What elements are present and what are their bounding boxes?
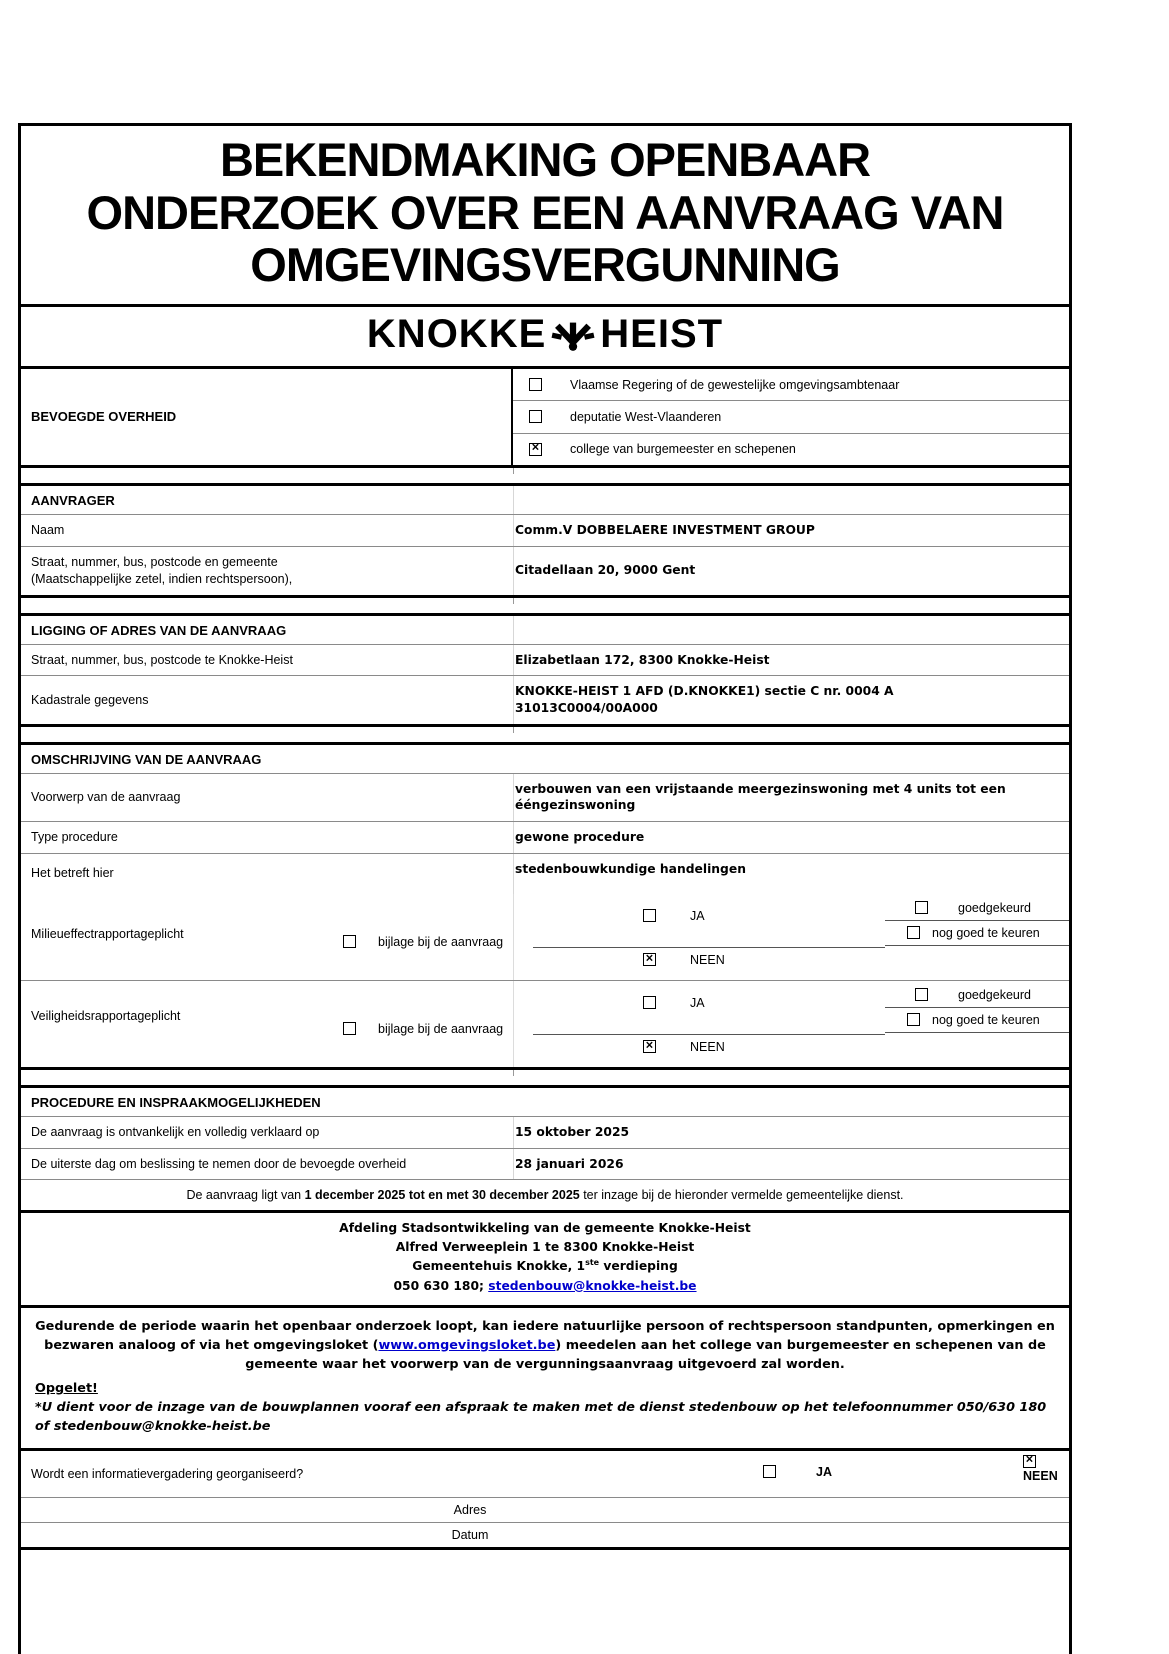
- gemeentelijke-dienst-block: [21, 1210, 1069, 1304]
- checkbox-info-neen[interactable]: [1023, 1455, 1036, 1468]
- dienst-adres: Alfred Verweeplein 1 te 8300 Knokke-Heist: [395, 1240, 695, 1255]
- section-procedure: [21, 1088, 1069, 1305]
- section-divider: [21, 465, 1069, 486]
- announcement-form: [18, 123, 1072, 1654]
- page-title-line2: ONDERZOEK OVER EEN AANVRAAG VAN: [86, 185, 1004, 239]
- checkbox-veiligheid-goedgekeurd[interactable]: [915, 988, 928, 1001]
- table-row-adres-aanvrager: [21, 547, 1069, 595]
- option-label: deputatie West-Vlaanderen: [570, 409, 722, 424]
- row-veiligheidsrapportageplicht: [21, 981, 1069, 1067]
- option-vlaamse-regering: [513, 369, 1069, 401]
- option-deputatie: [513, 401, 1069, 433]
- milieu-bijlage-group: [343, 935, 503, 949]
- option-label: college van burgemeester en schepenen: [570, 442, 796, 457]
- section-bezwaar: [21, 1305, 1069, 1448]
- table-row-voorwerp: [21, 774, 1069, 822]
- logo-text-right: HEIST: [600, 311, 724, 356]
- uiterste-dag-value: 28 januari 2026: [515, 1156, 624, 1171]
- section-informatievergadering: [21, 1448, 1069, 1547]
- veiligheid-nog-goed-label: nog goed te keuren: [932, 1012, 1040, 1027]
- checkbox-college[interactable]: [529, 443, 542, 456]
- municipality-logo: [21, 307, 1069, 366]
- checkbox-veiligheid-ja[interactable]: [643, 996, 656, 1009]
- bezwaar-tekst-deel2: ) meedelen aan het college van burgemeester en schepenen van de gemeente waar het voorwerp van de vergunningsaanvraag uitgevoerd zal worden.: [245, 1337, 1046, 1373]
- voorwerp-value: verbouwen van een vrijstaande meergezinswoning met 4 units tot een ééngezinswoning: [515, 781, 1006, 813]
- milieu-ja-label: JA: [690, 908, 705, 923]
- datum-row: Datum: [451, 1527, 489, 1542]
- bezwaar-paragraaf: [35, 1317, 1055, 1375]
- infovergadering-ja-group: [763, 1465, 832, 1479]
- dienst-locatie-sup: ste: [585, 1258, 600, 1268]
- infovergadering-vraag: Wordt een informatievergadering georganiseerd?: [31, 1466, 304, 1481]
- veiligheid-bijlage-group: [343, 1022, 503, 1036]
- betreft-value: stedenbouwkundige handelingen: [515, 861, 746, 876]
- ligging-header: LIGGING OF ADRES VAN DE AANVRAAG: [21, 616, 1069, 645]
- page-title-line1: BEKENDMAKING OPENBAAR: [219, 133, 871, 186]
- infovergadering-row: [21, 1451, 1069, 1498]
- ontvankelijk-label: De aanvraag is ontvankelijk en volledig verklaard op: [31, 1124, 320, 1139]
- omschrijving-rows: [21, 774, 1069, 894]
- milieu-neen-label: NEEN: [690, 952, 725, 967]
- dienst-locatie-prefix: Gemeentehuis Knokke, 1: [412, 1259, 586, 1274]
- info-ja-label: JA: [816, 1464, 832, 1479]
- dienst-email-link[interactable]: stedenbouw@knokke-heist.be: [488, 1278, 697, 1293]
- kadastraal-value-line2: 31013C0004/00A000: [515, 700, 658, 715]
- knokke-heist-sun-icon: [550, 311, 596, 358]
- veiligheid-goedgekeurd-label: goedgekeurd: [958, 987, 1031, 1002]
- row-milieueffectrapportageplicht: [21, 894, 1069, 981]
- checkbox-milieu-nog-goed[interactable]: [907, 926, 920, 939]
- table-row-uiterste-dag: [21, 1149, 1069, 1181]
- milieu-label: Milieueffectrapportageplicht: [31, 926, 184, 941]
- table-row-type-procedure: [21, 822, 1069, 854]
- opgelet-label: Opgelet!: [35, 1381, 98, 1397]
- type-procedure-label: Type procedure: [31, 829, 118, 844]
- section-divider: [21, 724, 1069, 745]
- bevoegde-overheid-label: BEVOEGDE OVERHEID: [21, 369, 513, 465]
- option-label: Vlaamse Regering of de gewestelijke omgevingsambtenaar: [570, 377, 900, 392]
- omschrijving-header: OMSCHRIJVING VAN DE AANVRAAG: [21, 745, 1069, 774]
- checkbox-milieu-bijlage[interactable]: [343, 935, 356, 948]
- section-bevoegde-overheid: [21, 366, 1069, 465]
- milieu-bijlage-label: bijlage bij de aanvraag: [378, 934, 504, 949]
- milieu-goedgekeurd-label: goedgekeurd: [958, 900, 1031, 915]
- betreft-label: Het betreft hier: [31, 866, 114, 881]
- procedure-rows: [21, 1117, 1069, 1181]
- title-block: [21, 126, 1069, 307]
- milieu-goedkeuring-column: [885, 894, 1069, 946]
- kadastraal-label: Kadastrale gegevens: [31, 692, 149, 707]
- section-divider: [21, 595, 1069, 616]
- milieu-ja-group: [643, 909, 705, 923]
- dienst-naam: Afdeling Stadsontwikkeling van de gemeente Knokke-Heist: [339, 1221, 751, 1236]
- veiligheid-label: Veiligheidsrapportageplicht: [31, 1008, 181, 1023]
- milieu-nog-goed-label: nog goed te keuren: [932, 925, 1040, 940]
- section-ligging: [21, 616, 1069, 724]
- adres-label-line2: (Maatschappelijke zetel, indien rechtspersoon),: [31, 571, 293, 586]
- section-omschrijving: [21, 745, 1069, 1067]
- ligging-adres-label: Straat, nummer, bus, postcode te Knokke-Heist: [31, 652, 293, 667]
- table-row-ligging-adres: [21, 645, 1069, 677]
- procedure-header: PROCEDURE EN INSPRAAKMOGELIJKHEDEN: [21, 1088, 1069, 1117]
- kadastraal-value-line1: KNOKKE-HEIST 1 AFD (D.KNOKKE1) sectie C nr. 0004 A: [515, 684, 894, 699]
- checkbox-veiligheid-bijlage[interactable]: [343, 1022, 356, 1035]
- milieu-neen-group: [643, 953, 725, 967]
- dienst-contact: [21, 1277, 1069, 1296]
- dienst-locatie: [21, 1257, 1069, 1276]
- logo-text-left: KNOKKE: [366, 311, 547, 356]
- bevoegde-overheid-options: [513, 369, 1069, 465]
- veiligheid-neen-label: NEEN: [690, 1039, 725, 1054]
- infovergadering-neen-group: [1023, 1455, 1058, 1483]
- empty-footer-box: [21, 1547, 1069, 1654]
- checkbox-veiligheid-neen[interactable]: [643, 1040, 656, 1053]
- page-title-line3: OMGEVINGSVERGUNNING: [250, 238, 840, 292]
- checkbox-deputatie[interactable]: [529, 410, 542, 423]
- option-college: [513, 434, 1069, 465]
- milieu-nog-goed-row: [885, 921, 1069, 946]
- table-row-naam: [21, 515, 1069, 547]
- omgevingsloket-link[interactable]: www.omgevingsloket.be: [378, 1337, 556, 1353]
- aanvrager-header: AANVRAGER: [21, 486, 1069, 515]
- milieu-goedgekeurd-row: [885, 894, 1069, 921]
- adres-row: Adres: [21, 1498, 1069, 1523]
- divider-line: [533, 947, 885, 948]
- section-aanvrager: [21, 486, 1069, 595]
- adres-label-line1: Straat, nummer, bus, postcode en gemeente: [31, 554, 278, 569]
- checkbox-milieu-ja[interactable]: [643, 909, 656, 922]
- checkbox-milieu-goedgekeurd[interactable]: [915, 901, 928, 914]
- veiligheid-bijlage-label: bijlage bij de aanvraag: [378, 1021, 504, 1036]
- table-row-betreft: [21, 854, 1069, 894]
- naam-label: Naam: [31, 522, 65, 537]
- ontvankelijk-value: 15 oktober 2025: [515, 1124, 630, 1139]
- veiligheid-ja-group: [643, 996, 705, 1010]
- dienst-locatie-suffix: verdieping: [599, 1259, 678, 1274]
- inzage-periode-text: [21, 1180, 1069, 1210]
- divider-line: [533, 1034, 885, 1035]
- veiligheid-nog-goed-row: [885, 1008, 1069, 1033]
- checkbox-vlaamse-regering[interactable]: [529, 378, 542, 391]
- kadastraal-value: [513, 676, 1069, 723]
- adres-aanvrager-label: [21, 547, 513, 595]
- inzage-periode-dates: 1 december 2025 tot en met 30 december 2025: [304, 1188, 580, 1203]
- checkbox-info-ja[interactable]: [763, 1465, 776, 1478]
- veiligheid-neen-group: [643, 1040, 725, 1054]
- bezwaar-tekst-deel1: Gedurende de periode waarin het openbaar onderzoek loopt, kan iedere natuurlijke persoon of rechtspersoon standpunten, opmerkingen en bezwaren analoog of via het omgevingsloket (: [35, 1318, 1055, 1353]
- veiligheid-goedgekeurd-row: [885, 981, 1069, 1008]
- table-row-kadastraal: [21, 676, 1069, 723]
- type-procedure-value: gewone procedure: [515, 829, 645, 844]
- checkbox-milieu-neen[interactable]: [643, 953, 656, 966]
- veiligheid-ja-label: JA: [690, 995, 705, 1010]
- adres-aanvrager-value: Citadellaan 20, 9000 Gent: [515, 563, 696, 578]
- naam-value: Comm.V DOBBELAERE INVESTMENT GROUP: [515, 523, 815, 538]
- voorwerp-label: Voorwerp van de aanvraag: [31, 789, 181, 804]
- veiligheid-goedkeuring-column: [885, 981, 1069, 1033]
- table-row-ontvankelijk: [21, 1117, 1069, 1149]
- dienst-telefoon: 050 630 180;: [393, 1278, 489, 1293]
- inzage-prefix: De aanvraag ligt van: [186, 1188, 305, 1203]
- info-neen-label: NEEN: [1023, 1468, 1058, 1483]
- inzage-suffix: ter inzage bij de hieronder vermelde gemeentelijke dienst.: [579, 1188, 904, 1203]
- ligging-adres-value: Elizabetlaan 172, 8300 Knokke-Heist: [515, 652, 770, 667]
- afspraak-nota: *U dient voor de inzage van de bouwplannen vooraf een afspraak te maken met de dienst stedenbouw op het telefoonnummer 050/630 180 of stedenbouw@knokke-heist.be: [35, 1400, 1047, 1435]
- checkbox-veiligheid-nog-goed[interactable]: [907, 1013, 920, 1026]
- section-divider: [21, 1067, 1069, 1088]
- uiterste-dag-label: De uiterste dag om beslissing te nemen door de bevoegde overheid: [31, 1156, 407, 1171]
